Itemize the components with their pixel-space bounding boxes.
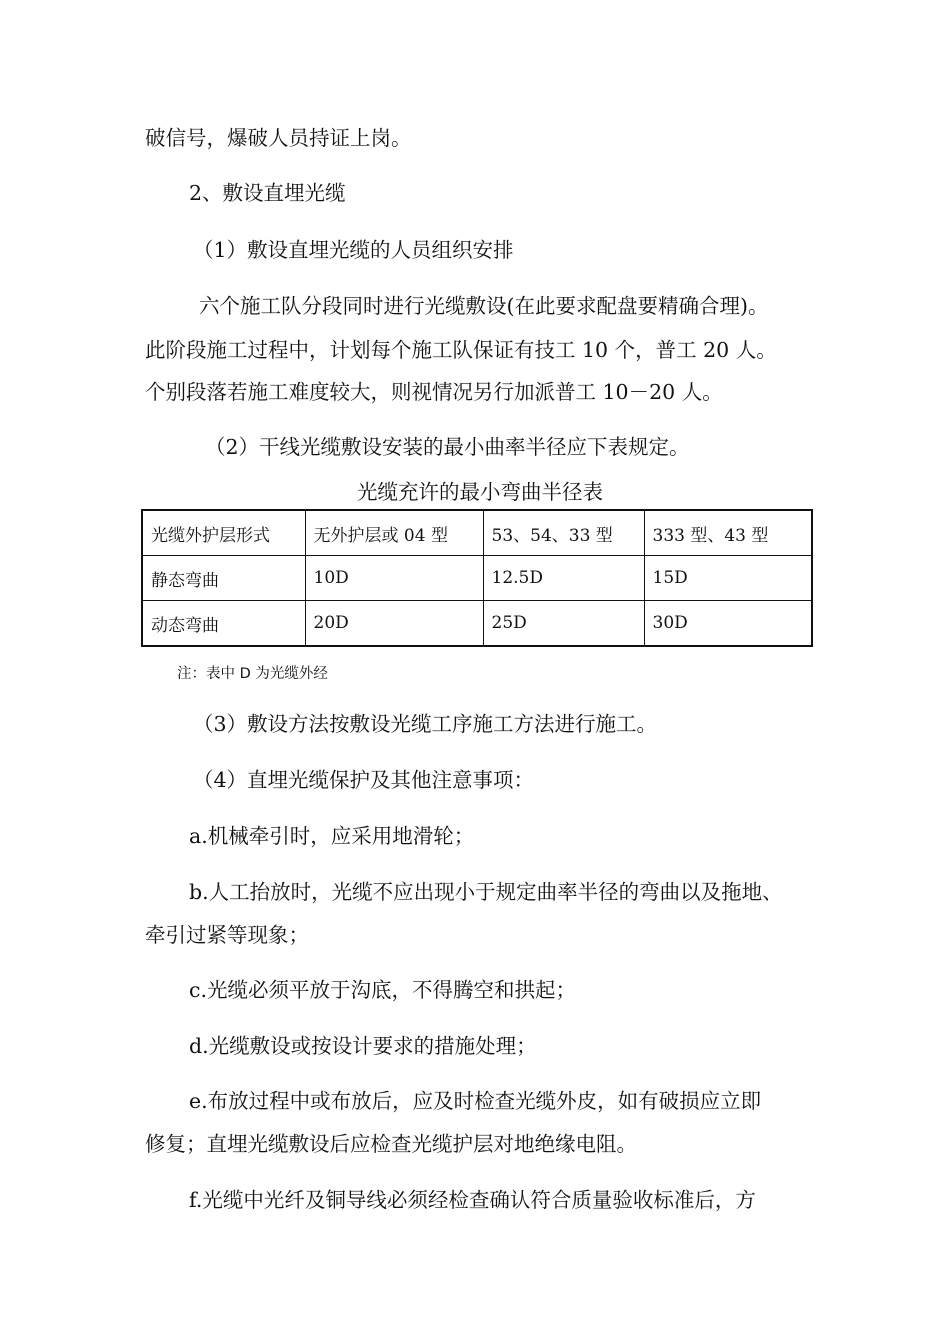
table-cell: 333 型、43 型 — [644, 510, 812, 556]
list-item: e.布放过程中或布放后，应及时检查光缆外皮，如有破损应立即 — [189, 1089, 762, 1113]
paragraph-line: 破信号，爆破人员持证上岗。 — [145, 126, 412, 150]
table-caption: 光缆充许的最小弯曲半径表 — [357, 480, 603, 504]
table-cell: 30D — [644, 601, 812, 647]
list-item: d.光缆敷设或按设计要求的措施处理； — [189, 1034, 537, 1058]
table-note: 注：表中 D 为光缆外经 — [177, 666, 328, 682]
table-row — [142, 510, 812, 556]
table-cell: 12.5D — [483, 556, 644, 601]
table-cell: 无外护层或 04 型 — [305, 510, 483, 556]
table-cell: 20D — [305, 601, 483, 647]
table-cell: 光缆外护层形式 — [142, 510, 305, 556]
paragraph-line: 个别段落若施工难度较大，则视情况另行加派普工 10－20 人。 — [145, 380, 723, 404]
bend-radius-table — [141, 509, 813, 647]
subsection-heading: （1）敷设直埋光缆的人员组织安排 — [193, 238, 514, 262]
table-row — [142, 556, 812, 601]
table-row — [142, 601, 812, 647]
table-cell: 15D — [644, 556, 812, 601]
subsection-heading: （3）敷设方法按敷设光缆工序施工方法进行施工。 — [193, 712, 658, 736]
list-item: a.机械牵引时，应采用地滑轮； — [189, 824, 475, 848]
table-cell: 10D — [305, 556, 483, 601]
table-cell: 53、54、33 型 — [483, 510, 644, 556]
table-cell: 动态弯曲 — [142, 601, 305, 647]
list-item: c.光缆必须平放于沟底，不得腾空和拱起； — [189, 978, 576, 1002]
table-cell: 25D — [483, 601, 644, 647]
list-item: b.人工抬放时，光缆不应出现小于规定曲率半径的弯曲以及拖地、 — [189, 880, 783, 904]
paragraph-line: 此阶段施工过程中，计划每个施工队保证有技工 10 个，普工 20 人。 — [145, 338, 777, 362]
list-item: f.光缆中光纤及铜导线必须经检查确认符合质量验收标准后，方 — [189, 1188, 756, 1212]
table-cell: 静态弯曲 — [142, 556, 305, 601]
list-item-continuation: 修复；直埋光缆敷设后应检查光缆护层对地绝缘电阻。 — [145, 1132, 637, 1156]
list-item-continuation: 牵引过紧等现象； — [145, 923, 309, 947]
subsection-heading: （4）直埋光缆保护及其他注意事项： — [193, 768, 535, 792]
section-heading: 2、敷设直埋光缆 — [189, 181, 346, 205]
subsection-heading: （2）干线光缆敷设安装的最小曲率半径应下表规定。 — [205, 435, 690, 459]
paragraph-line: 六个施工队分段同时进行光缆敷设(在此要求配盘要精确合理)。 — [199, 294, 769, 318]
